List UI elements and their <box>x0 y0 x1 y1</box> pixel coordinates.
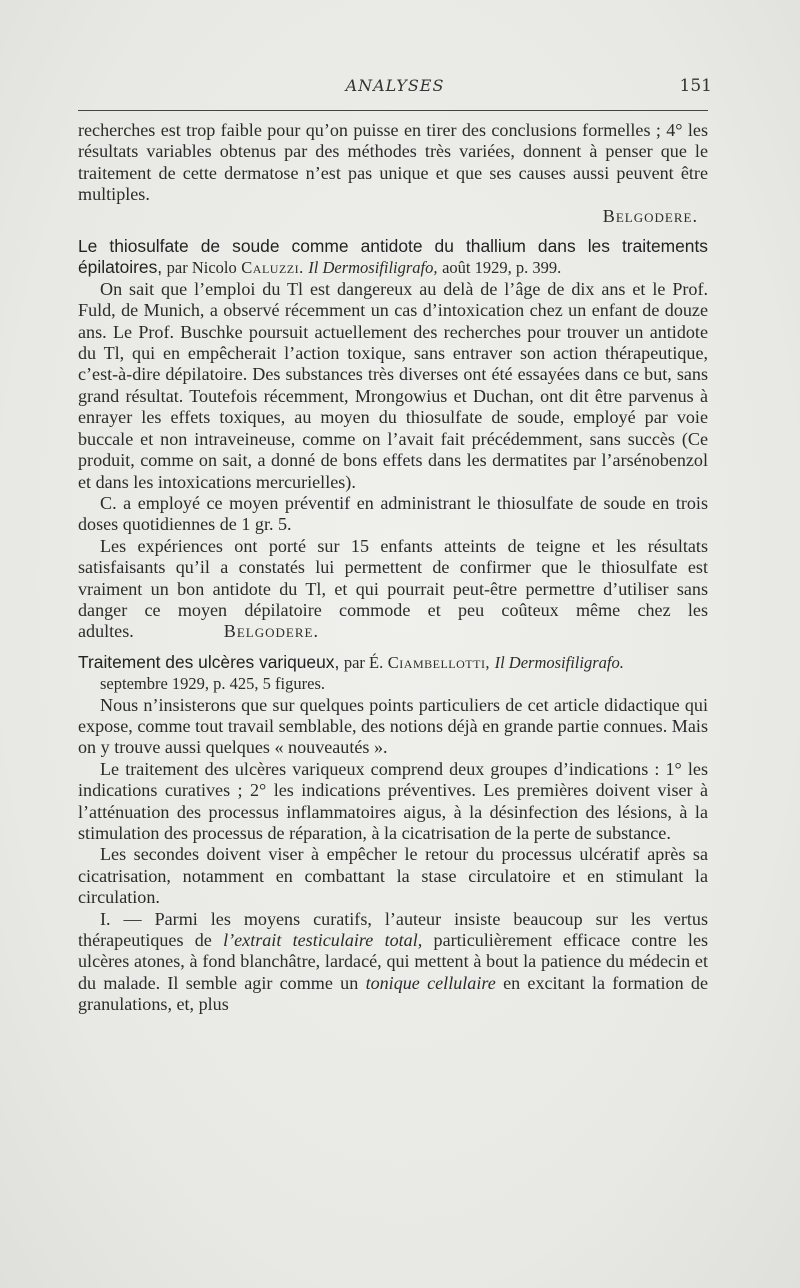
journal-name: Il Dermosifiligrafo. <box>494 652 624 672</box>
citation-by: par Nicolo <box>166 258 237 278</box>
review-paragraph: Le traitement des ulcères variqueux comprend deux groupes d’indications : 1° les indications curatives ; 2° les indications préventives. Les premières doivent viser à l’atténuation des processus inflammatoires aigus, à la désinfection des lésions, à la stimulation des processus de réparation, à la cicatrisation de la perte de substance. <box>78 758 708 843</box>
review-paragraph: C. a employé ce moyen préventif en administrant le thiosulfate de soude en trois doses quotidiennes de 1 gr. 5. <box>78 492 708 535</box>
article-title: Le thiosulfate de soude comme antidote du thallium dans les traitements épilatoires, <box>78 236 708 278</box>
page-header <box>78 76 712 100</box>
page-number: 151 <box>679 76 712 96</box>
citation-by: par É. <box>343 652 384 672</box>
reviewer-signature: Belgodere. <box>602 205 698 226</box>
review-paragraph <box>78 909 708 1016</box>
emphasis-text: l’extrait testiculaire total, <box>223 930 423 951</box>
citation-details: septembre 1929, p. 425, 5 figures. <box>100 674 325 694</box>
review-paragraph: Les secondes doivent viser à empêcher le retour du processus ulcératif après sa cicatrisation, notamment en combattant la stase circulatoire et en stimulant la circulation. <box>78 844 708 908</box>
citation-details: août 1929, p. 399. <box>442 258 562 278</box>
emphasis-text: tonique cellulaire <box>365 972 496 993</box>
review-paragraph: On sait que l’emploi du Tl est dangereux au delà de l’âge de dix ans et le Prof. Fuld, de Munich, a observé récemment un cas d’intoxication chez un enfant de douze ans. Le Prof. Buschke poursuit actuellement des recherches pour trouver un antidote du Tl, qui en empêcherait l’action toxique, sans entraver son action thérapeutique, c’est-à-dire dépilatoire. Des substances très diverses ont été essayées dans ce but, sans grand résultat. Toutefois récemment, Mrongowius et Duchan, ont dit être parvenus à enrayer les effets toxiques, au moyen du thiosulfate de soude, employé par voie buccale et non intraveineuse, comme on l’avait fait précédemment, sans succès (Ce produit, comme on sait, a donné de bons effets dans les dermatites par l’arsénobenzol et dans les intoxications mercurielles). <box>78 278 708 492</box>
article-author: Caluzzi. <box>241 258 304 278</box>
journal-name: Il Dermosifiligrafo, <box>308 258 438 278</box>
paragraph-text: I. — Parmi les moyens curatifs, l’auteur insiste beaucoup sur les vertus thérapeutiques de <box>78 908 708 951</box>
review-heading <box>78 652 708 695</box>
paragraph-text: Les expériences ont porté sur 15 enfants atteints de teigne et les résultats satisfaisants qu’il a constatés lui permettent de confirmer que le thiosulfate est vraiment un bon antidote du Tl, et qui pourrait peut-être permettre d’utiliser sans danger ce moyen dépilatoire commode et peu coûteux même chez les adultes. <box>78 535 708 642</box>
running-head: ANALYSES <box>345 76 445 95</box>
header-rule <box>78 110 708 111</box>
review-paragraph: Nous n’insisterons que sur quelques points particuliers de cet article didactique qui expose, comme tout travail semblable, des notions déjà en grande partie connues. Mais on y trouve aussi quelques « nouveautés ». <box>78 694 708 758</box>
review-paragraph <box>78 536 708 643</box>
paragraph-text: particulièrement efficace contre les ulcères atones, à fond blanchâtre, lardacé, qui mettent à bout la patience du médecin et du malade. Il semble agir comme un <box>78 930 709 993</box>
continued-paragraph: recherches est trop faible pour qu’on puisse en tirer des conclusions formelles ; 4° les résultats variables obtenus par des méthodes très variées, donnent à penser que le traitement de cette dermatose n’est pas unique et que ses causes aussi peuvent être multiples. <box>78 120 708 205</box>
article-author: Ciambellotti, <box>387 652 491 672</box>
article-title: Traitement des ulcères variqueux, <box>78 651 340 672</box>
page-body <box>78 120 708 1016</box>
paragraph-text: en excitant la formation de granulations, et, plus <box>78 972 708 1015</box>
reviewer-signature: Belgodere. <box>223 621 319 642</box>
review-heading <box>78 236 708 279</box>
